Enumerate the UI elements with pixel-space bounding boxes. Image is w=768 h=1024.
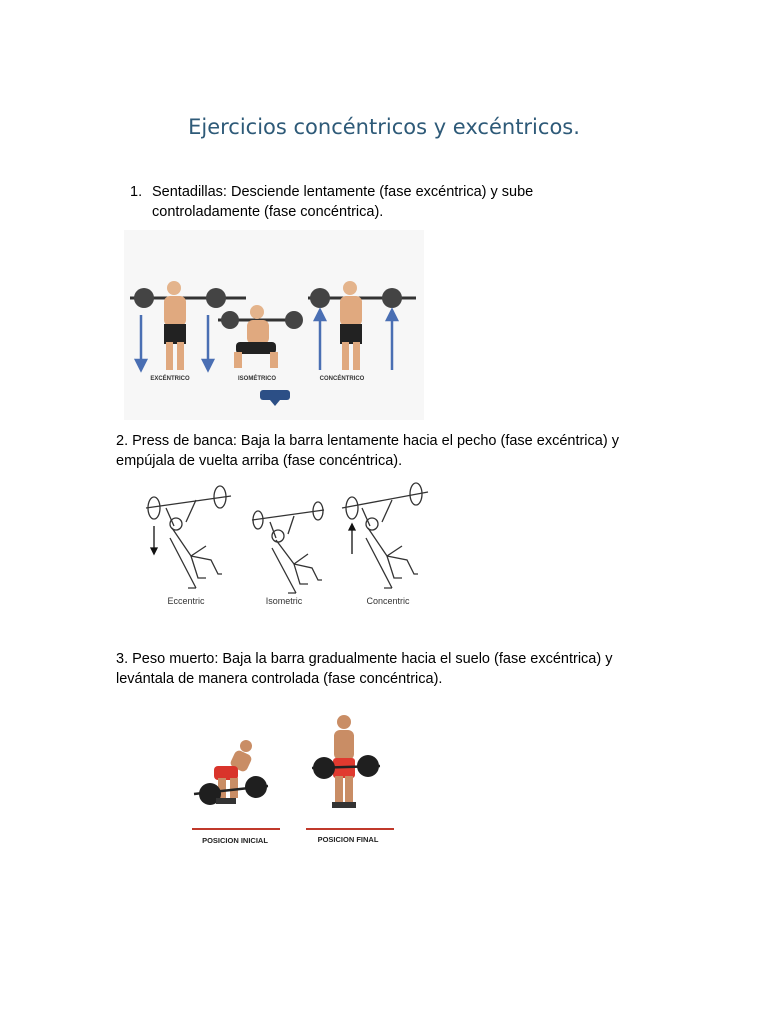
item-deadlift: 3. Peso muerto: Baja la barra gradualmente hacia el suelo (fase excéntrica) y levántala de manera controlada (fase concéntrica). [116,651,613,687]
arrow-down-icon [151,548,157,554]
squat-illustration [124,230,424,420]
bench-label-isometric: Isometric [265,596,303,606]
item-squat [130,182,610,222]
deadlift-label-initial: POSICION INICIAL [202,836,268,845]
item-number: 1. [130,184,143,200]
squat-label-eccentric: EXCÉNTRICO [150,376,190,382]
final-underline [306,828,394,830]
initial-underline [192,828,280,830]
item-bench: 2. Press de banca: Baja la barra lentamente hacia el pecho (fase excéntrica) y empújala de vuelta arriba (fase concéntrica). [116,433,619,469]
bench-illustration [136,478,436,613]
deadlift-figure-final [312,715,380,808]
deadlift-illustration [188,708,403,853]
bench-label-eccentric: Eccentric [167,596,205,606]
item-text: Sentadillas: Desciende lentamente (fase excéntrica) y sube controladamente (fase concéntrica). [152,184,534,220]
bench-label-concentric: Concentric [366,596,410,606]
arrow-up-icon [349,524,355,530]
deadlift-figure-initial [194,740,268,805]
deadlift-label-final: POSICION FINAL [317,835,379,844]
bench-figure-2 [252,502,324,593]
squat-label-concentric: CONCÉNTRICO [319,376,365,382]
bench-figure-1 [146,486,231,588]
page-title: Ejercicios concéntricos y excéntricos. [188,115,580,139]
squat-label-isometric: ISOMÉTRICO [237,376,277,382]
bench-figure-3 [342,483,428,588]
